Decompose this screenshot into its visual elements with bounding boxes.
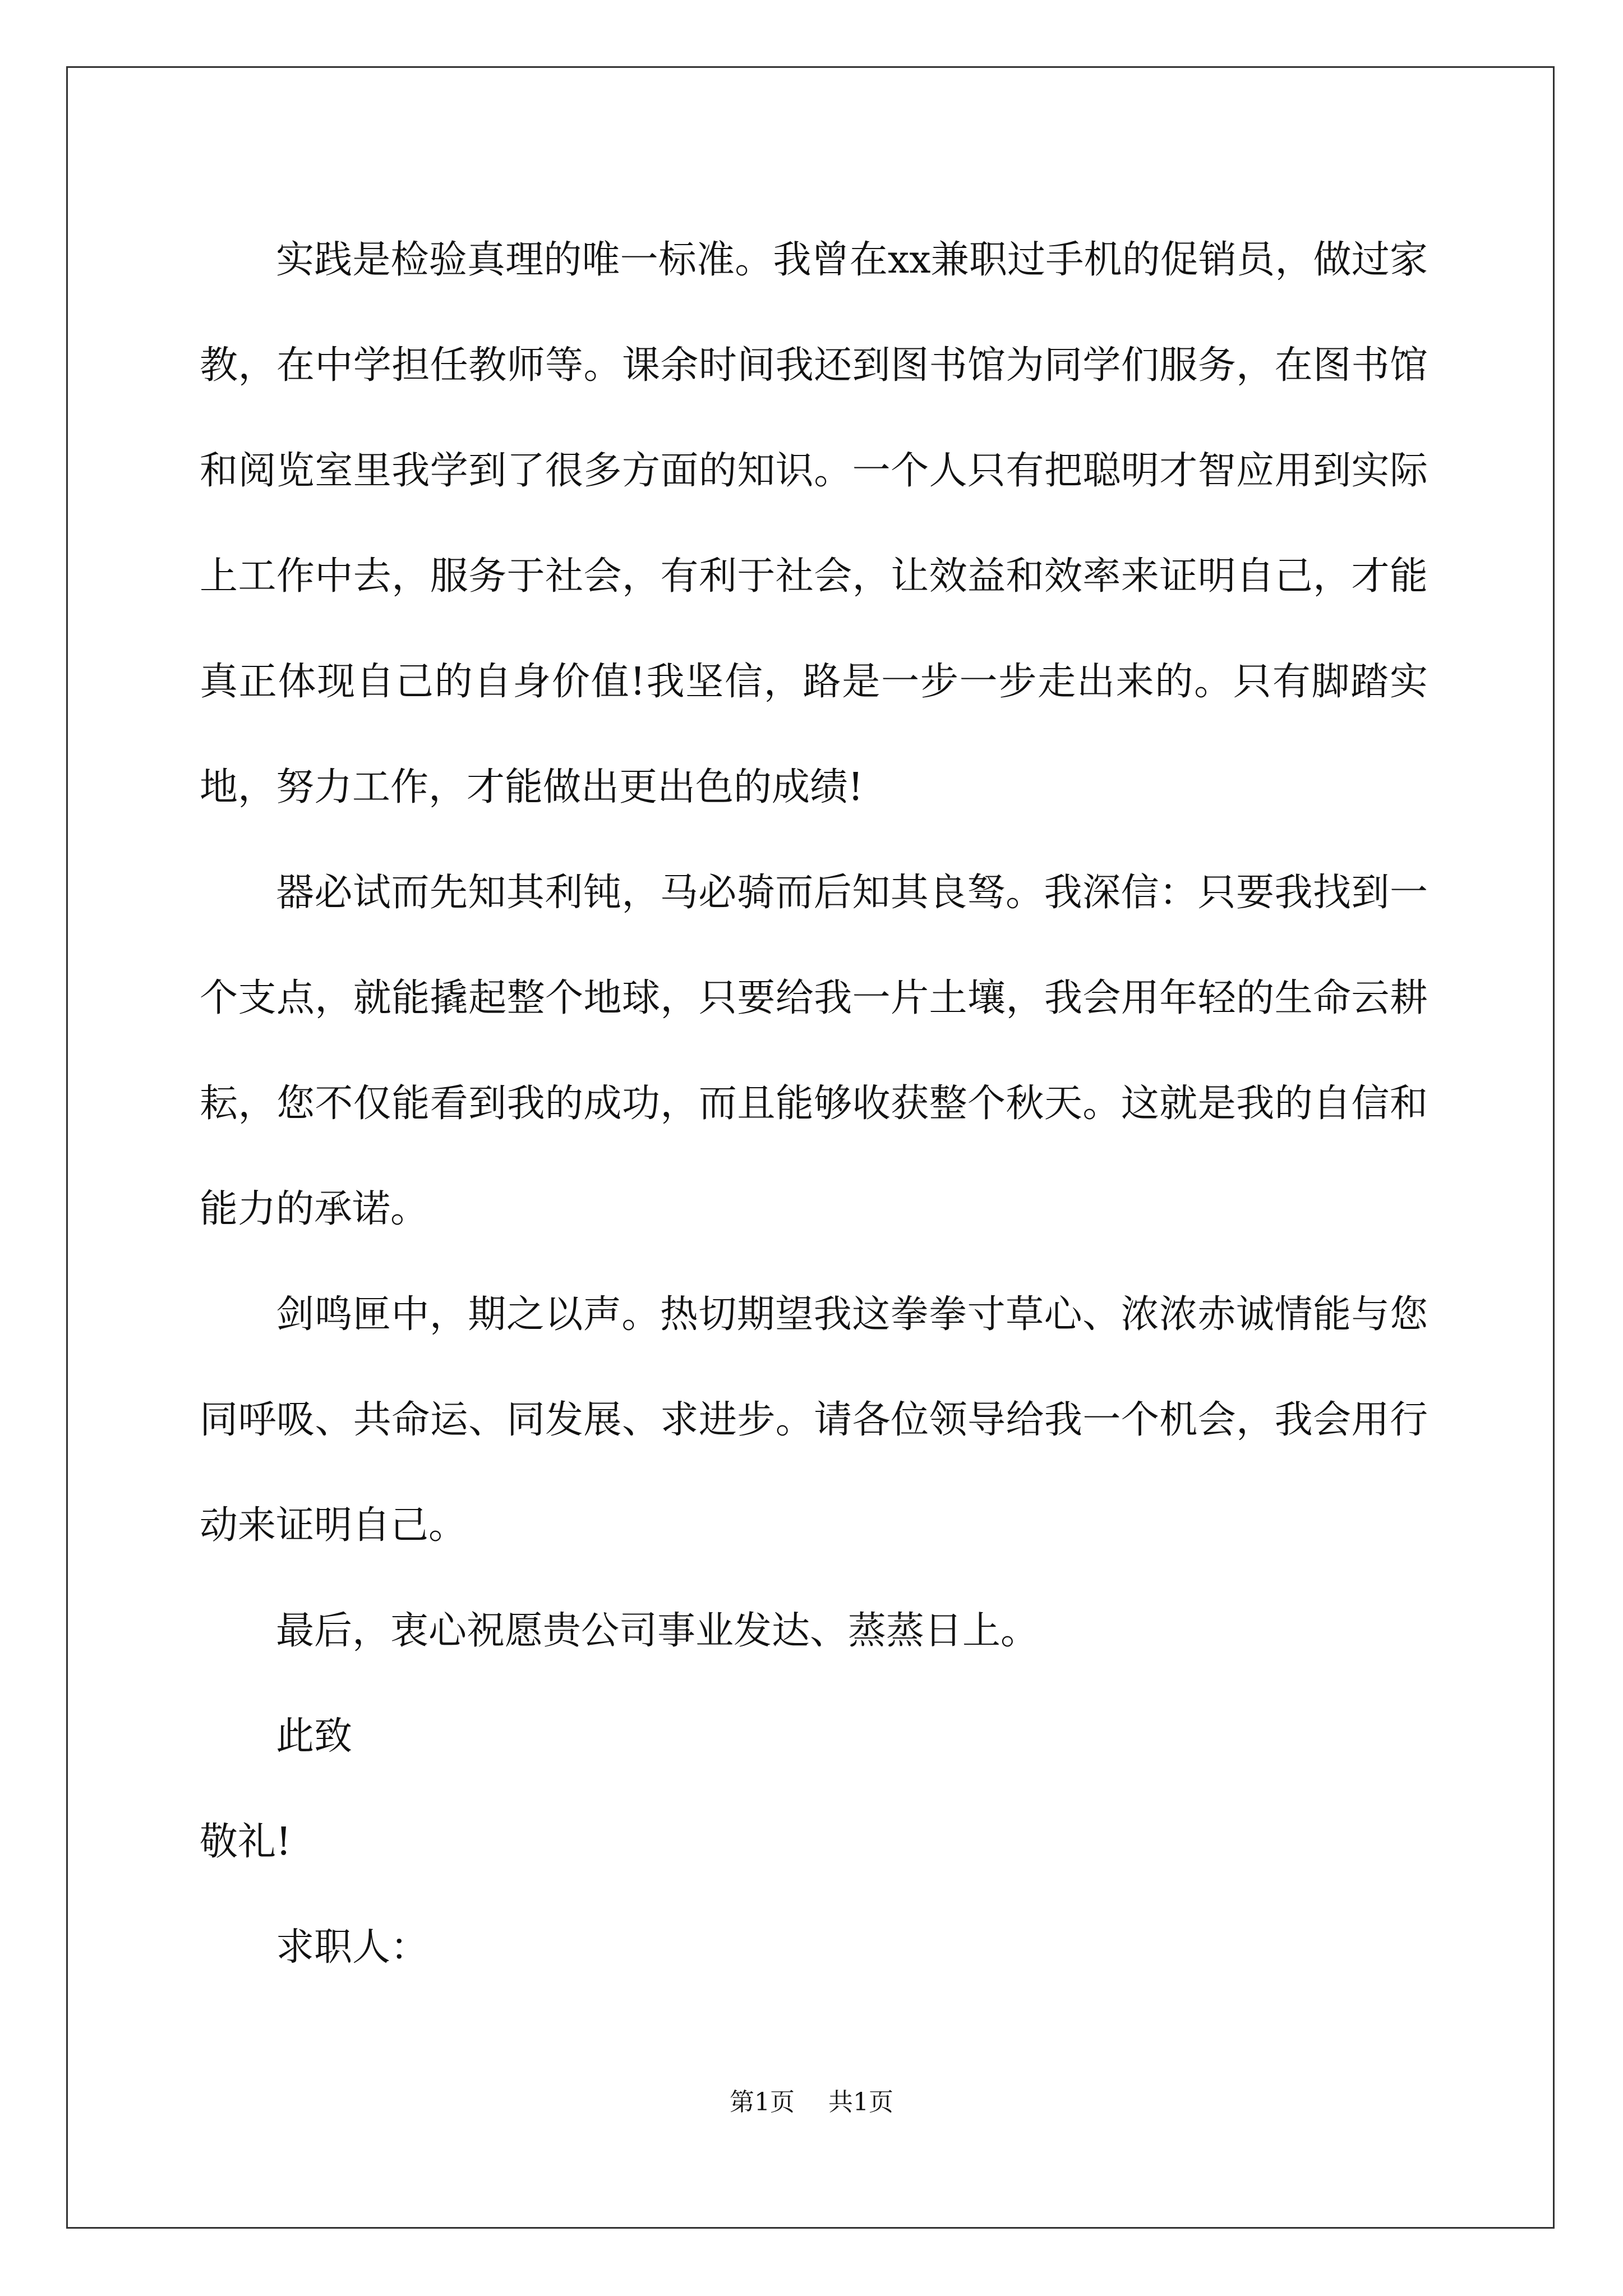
salutation: 敬礼! bbox=[200, 1820, 292, 1864]
paragraph-confidence: 器必试而先知其利钝，马必骑而后知其良驽。我深信：只要我找到一个支点，就能撬起整个地球，只要给我一片土壤，我会用年轻的生命云耕耘，您不仅能看到我的成功，而且能够收获整个秋天。这就是我的自信和能力的承诺。 bbox=[200, 871, 1428, 1231]
paragraph-closing-wish: 最后，衷心祝愿贵公司事业发达、蒸蒸日上。 bbox=[276, 1609, 1039, 1653]
document-body bbox=[200, 208, 1428, 2000]
page-number-total: 共1页 bbox=[828, 2088, 893, 2116]
page-footer bbox=[0, 2086, 1623, 2119]
page-number-current: 第1页 bbox=[730, 2088, 795, 2116]
closing-phrase: 此致 bbox=[276, 1714, 353, 1759]
signature-label: 求职人： bbox=[276, 1925, 429, 1970]
paragraph-practice: 实践是检验真理的唯一标准。我曾在xx兼职过手机的促销员，做过家教，在中学担任教师等。课余时间我还到图书馆为同学们服务，在图书馆和阅览室里我学到了很多方面的知识。一个人只有把聪明才智应用到实际上工作中去，服务于社会，有利于社会，让效益和效率来证明自己，才能真正体现自己的自身价值!我坚信，路是一步一步走出来的。只有脚踏实地，努力工作，才能做出更出色的成绩! bbox=[200, 238, 1428, 809]
paragraph-expectation: 剑鸣匣中，期之以声。热切期望我这拳拳寸草心、浓浓赤诚情能与您同呼吸、共命运、同发展、求进步。请各位领导给我一个机会，我会用行动来证明自己。 bbox=[200, 1292, 1428, 1548]
